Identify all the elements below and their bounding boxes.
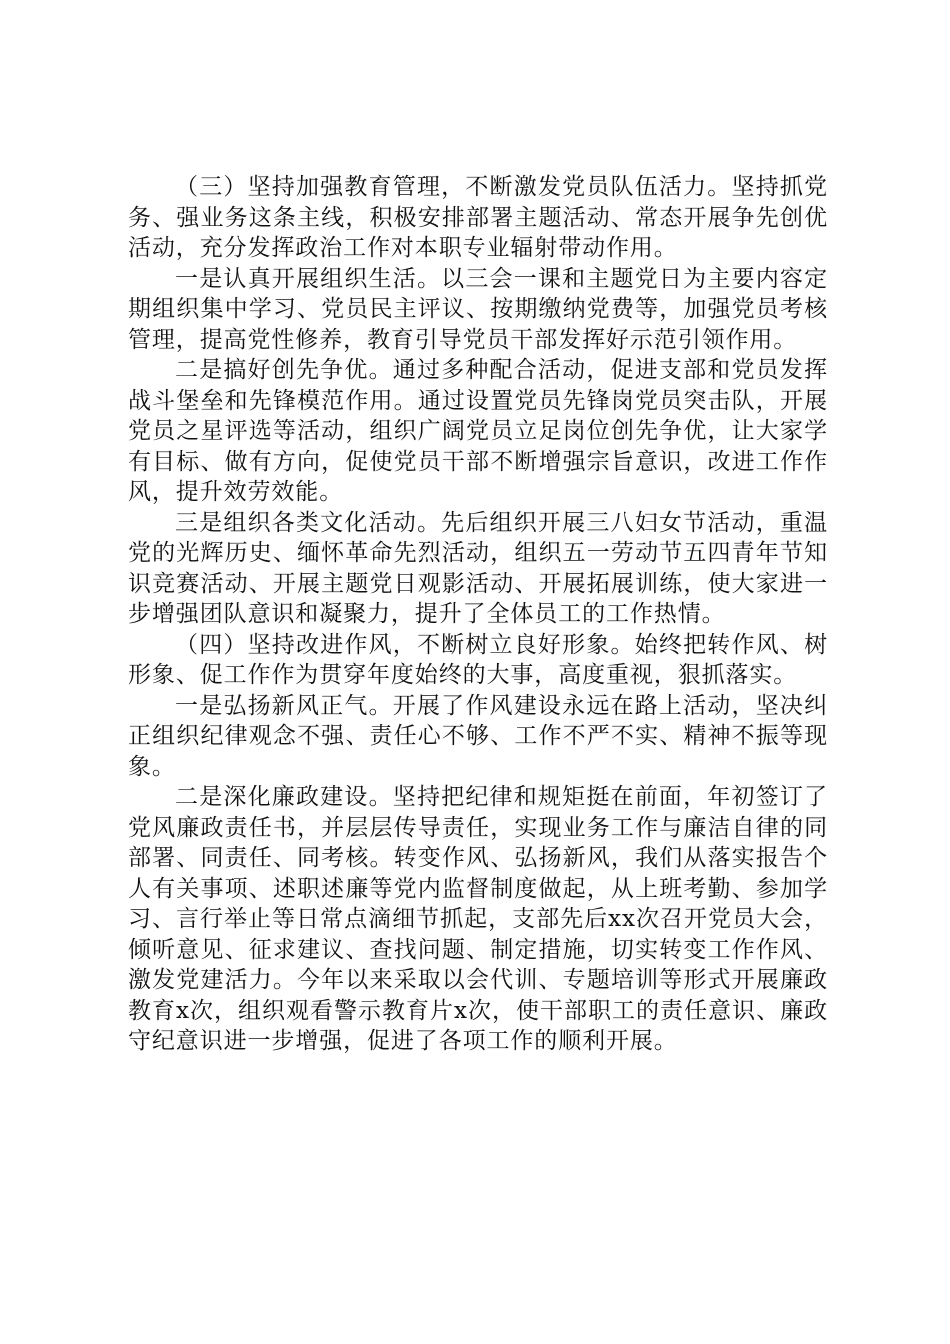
paragraph-work-style: （四）坚持改进作风，不断树立良好形象。始终把转作风、树形象、促工作作为贯穿年度始终的大事，高度重视，狠抓落实。 bbox=[128, 631, 828, 688]
paragraph-education-management: （三）坚持加强教育管理，不断激发党员队伍活力。坚持抓党务、强业务这条主线，积极安排部署主题活动、常态开展争先创优活动，充分发挥政治工作对本职专业辐射带动作用。 bbox=[128, 174, 828, 261]
paragraph-cultural-activities: 三是组织各类文化活动。先后组织开展三八妇女节活动，重温党的光辉历史、缅怀革命先烈活动，组织五一劳动节五四青年节知识竞赛活动、开展主题党日观影活动、开展拓展训练，使大家进一步增强团队意识和凝聚力，提升了全体员工的工作热情。 bbox=[128, 509, 828, 627]
document-body bbox=[128, 172, 828, 1057]
paragraph-organization-life: 一是认真开展组织生活。以三会一课和主题党日为主要内容定期组织集中学习、党员民主评议、按期缴纳党费等，加强党员考核管理，提高党性修养，教育引导党员干部发挥好示范引领作用。 bbox=[128, 265, 828, 353]
paragraph-new-ethos: 一是弘扬新风正气。开展了作风建设永远在路上活动，坚决纠正组织纪律观念不强、责任心不够、工作不严不实、精神不振等现象。 bbox=[128, 692, 828, 780]
paragraph-excellence: 二是搞好创先争优。通过多种配合活动，促进支部和党员发挥战斗堡垒和先锋模范作用。通过设置党员先锋岗党员突击队，开展党员之星评选等活动，组织广阔党员立足岗位创先争优，让大家学有目标、做有方向，促使党员干部不断增强宗旨意识，改进工作作风，提升效劳效能。 bbox=[128, 357, 828, 505]
paragraph-integrity-building: 二是深化廉政建设。坚持把纪律和规矩挺在前面，年初签订了党风廉政责任书，并层层传导责任，实现业务工作与廉洁自律的同部署、同责任、同考核。转变作风、弘扬新风，我们从落实报告个人有关事项、述职述廉等党内监督制度做起，从上班考勤、参加学习、言行举止等日常点滴细节抓起，支部先后xx次召开党员大会，倾听意见、征求建议、查找问题、制定措施，切实转变工作作风、激发党建活力。今年以来采取以会代训、专题培训等形式开展廉政教育x次，组织观看警示教育片x次，使干部职工的责任意识、廉政守纪意识进一步增强，促进了各项工作的顺利开展。 bbox=[128, 784, 828, 1054]
